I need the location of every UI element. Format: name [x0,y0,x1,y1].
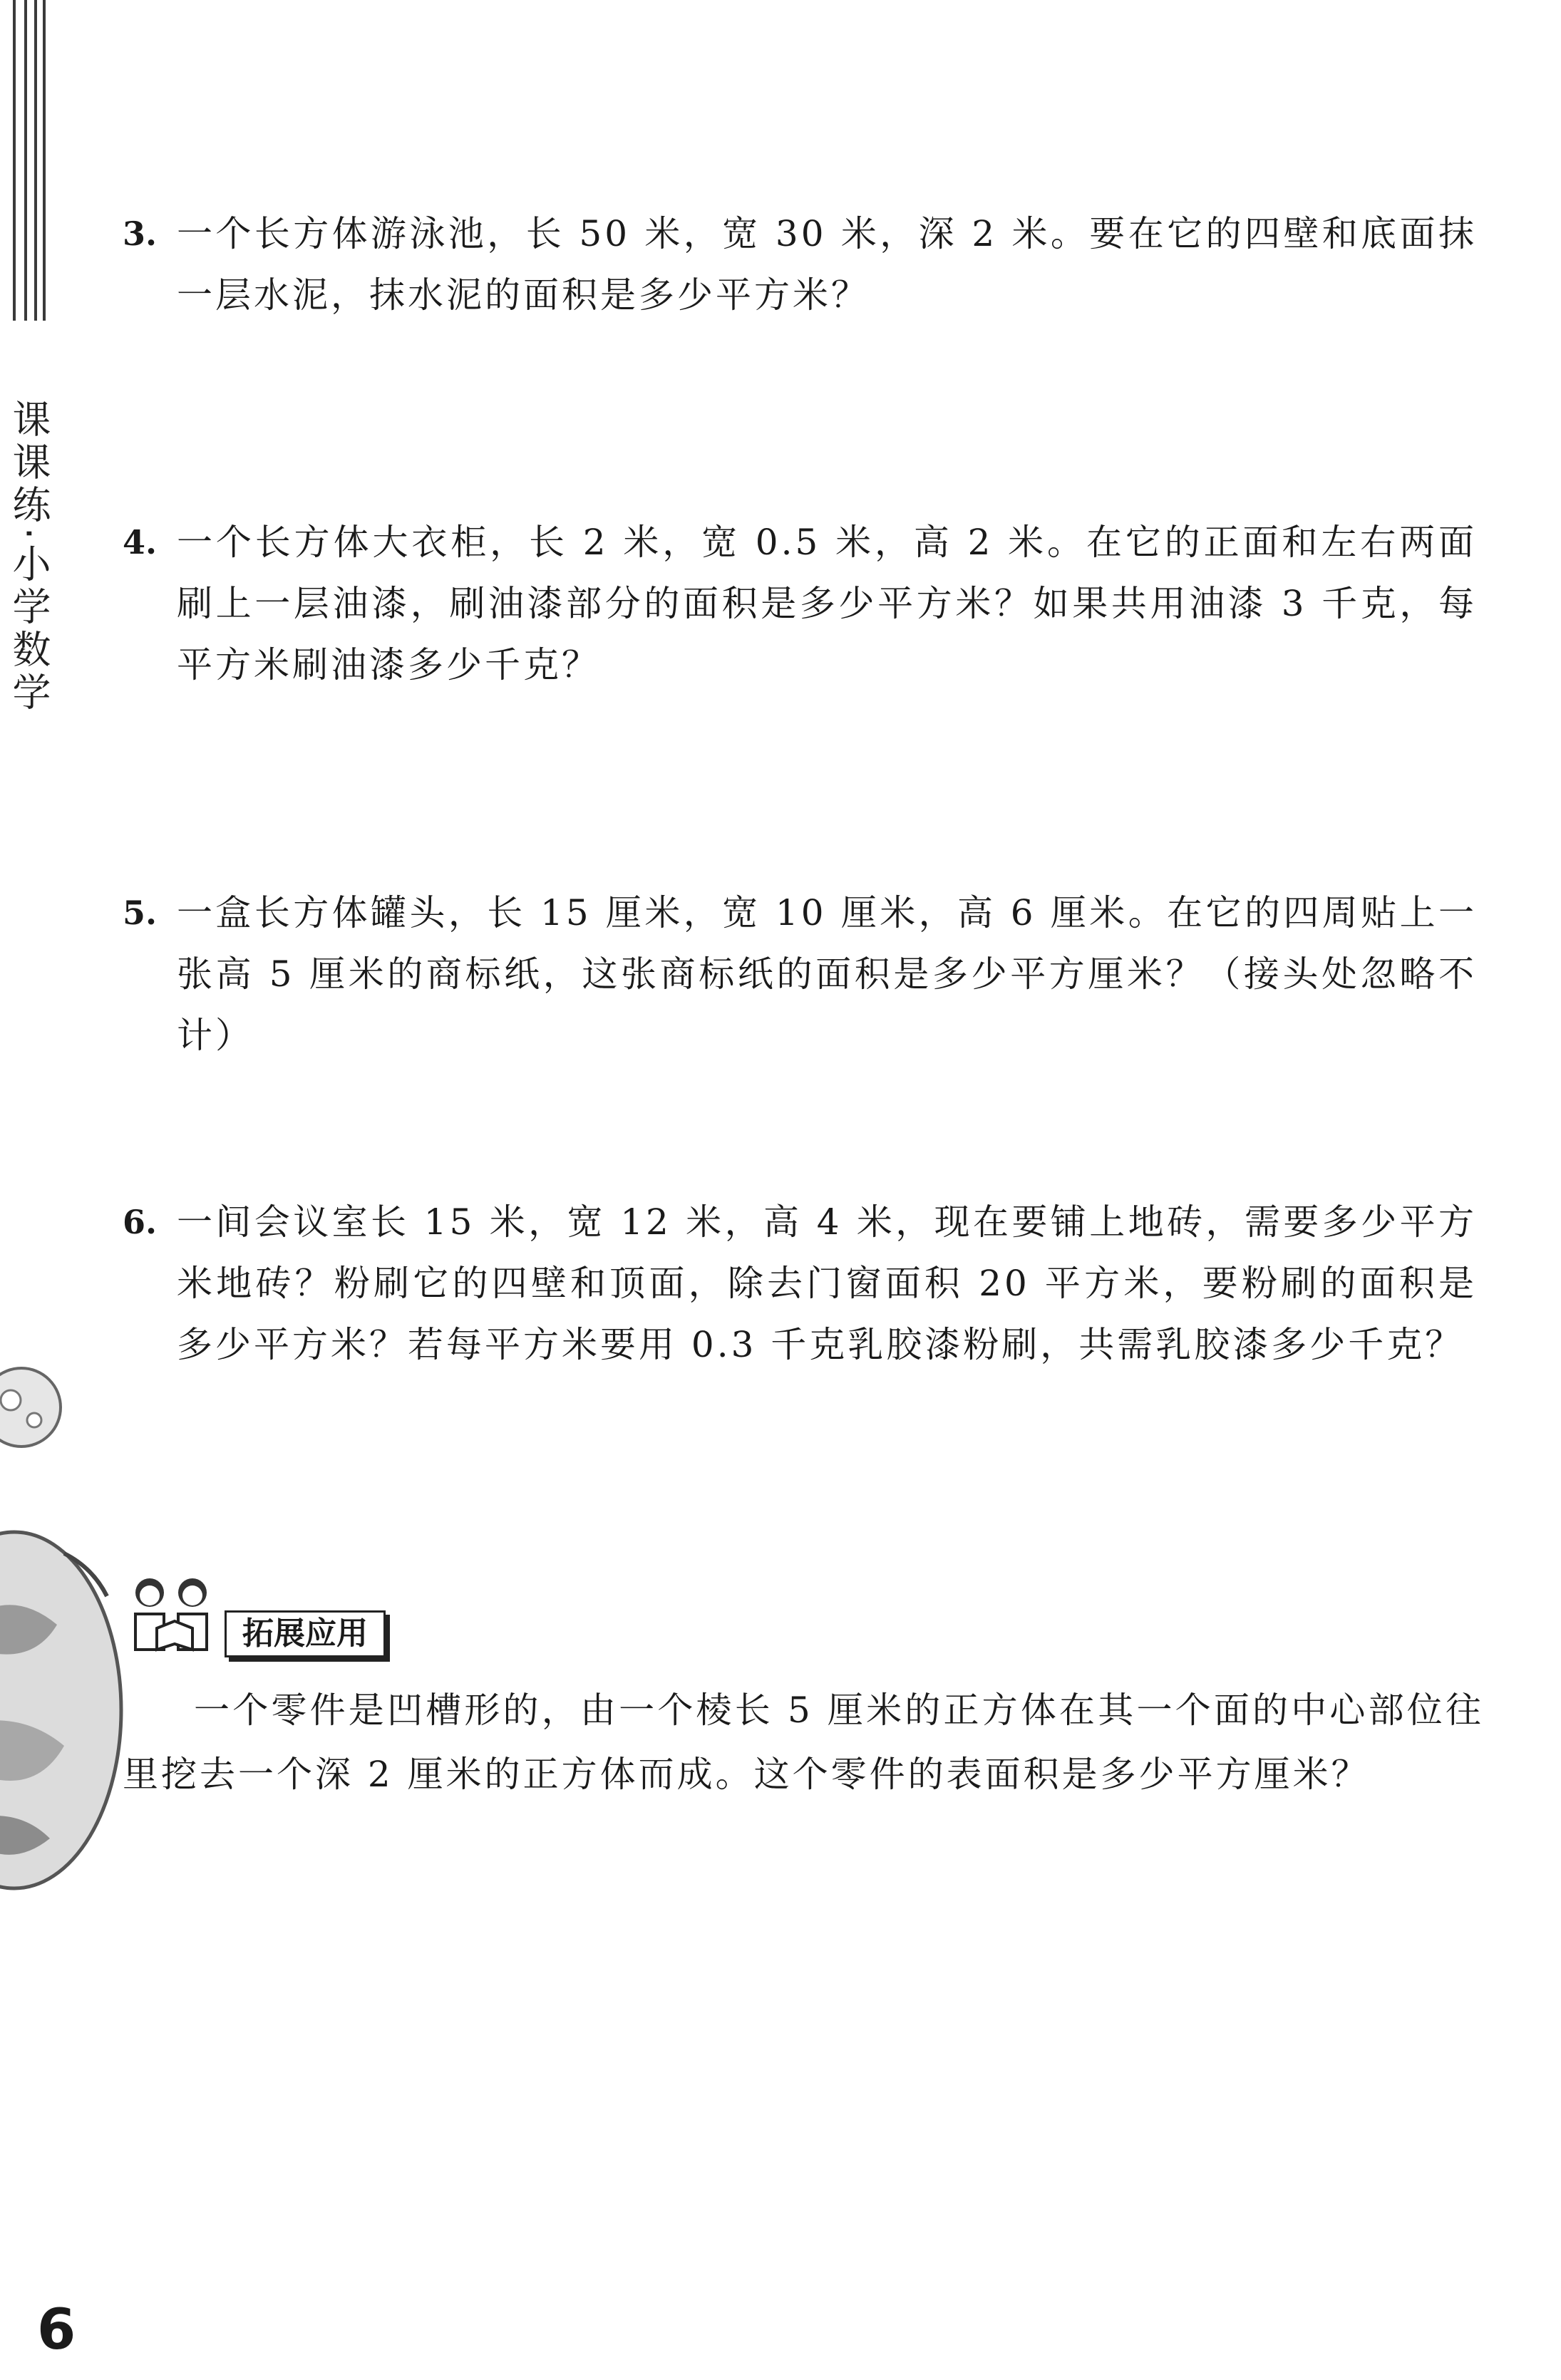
problem-text: 一个长方体游泳池，长 50 米，宽 30 米，深 2 米。要在它的四壁和底面抹一层水泥，抹水泥的面积是多少平方米？ [177,213,1477,316]
problem-number: 4. [123,523,158,562]
reading-children-icon [118,1571,232,1657]
decorative-globe-illustration [0,1511,128,1895]
book-title: 课课练·小学数学 [6,399,51,715]
problem-text: 一个长方体大衣柜，长 2 米，宽 0.5 米，高 2 米。在它的正面和左右两面刷上一层油漆，刷油漆部分的面积是多少平方米？如果共用油漆 3 千克，每平方米刷油漆多少千克？ [177,522,1477,685]
problem-6 [123,1191,1477,1375]
problem-number: 3. [123,214,158,253]
problem-number: 5. [123,894,158,932]
problem-5 [123,882,1477,1066]
spine-line [34,0,37,321]
spine-line [13,0,16,321]
page-number: 6 [37,2298,76,2362]
section-label: 拓展应用 [225,1610,386,1657]
problem-text: 一间会议室长 15 米，宽 12 米，高 4 米，现在要铺上地砖，需要多少平方米地砖？粉刷它的四壁和顶面，除去门窗面积 20 平方米，要粉刷的面积是多少平方米？若每平方米要用 0.3 千克乳胶漆粉刷，共需乳胶漆多少千克？ [177,1201,1477,1365]
problem-number: 6. [123,1203,158,1241]
extension-problem-text: 一个零件是凹槽形的，由一个棱长 5 厘米的正方体在其一个面的中心部位往里挖去一个深 2 厘米的正方体而成。这个零件的表面积是多少平方厘米？ [123,1690,1484,1795]
decorative-bubble-illustration [0,1357,71,1457]
spine-line [24,0,27,321]
problem-text: 一盒长方体罐头，长 15 厘米，宽 10 厘米，高 6 厘米。在它的四周贴上一张高 5 厘米的商标纸，这张商标纸的面积是多少平方厘米？（接头处忽略不计） [177,892,1477,1056]
problem-4 [123,512,1477,695]
problem-3 [123,203,1477,326]
spine-line [43,0,46,321]
